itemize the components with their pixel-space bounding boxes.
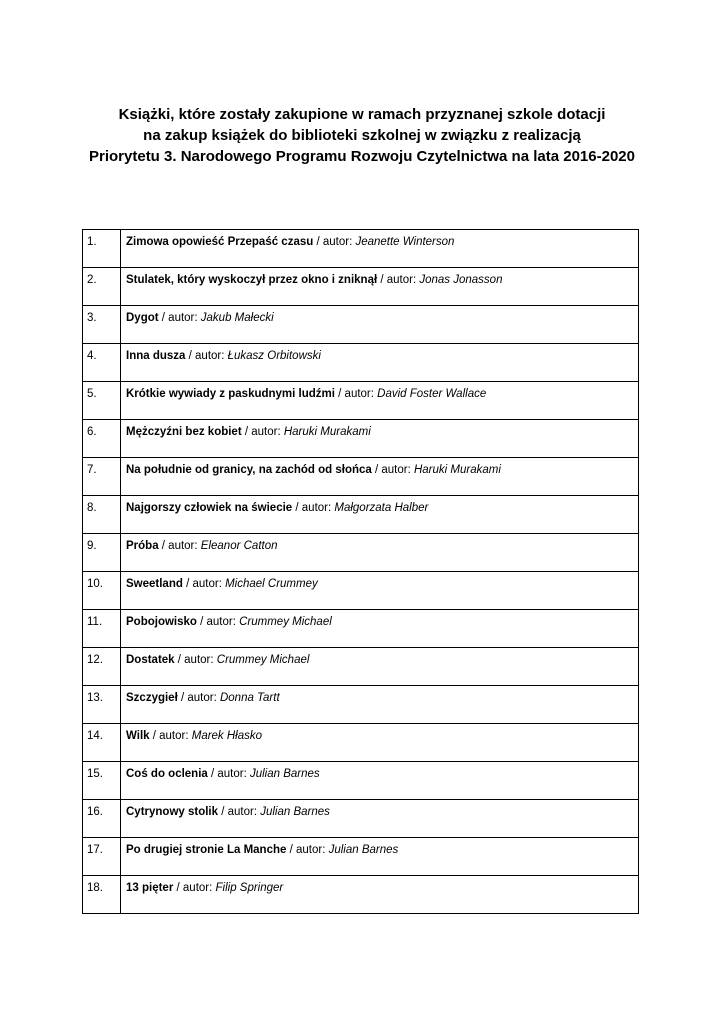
book-author: Eleanor Catton: [200, 540, 278, 552]
book-entry: [126, 686, 638, 705]
table-row: [83, 648, 639, 686]
table-row: [83, 268, 639, 306]
author-label: / autor:: [149, 730, 192, 742]
book-entry: [126, 610, 638, 629]
book-title: Sweetland: [126, 578, 183, 590]
book-title: Zimowa opowieść Przepaść czasu: [126, 236, 314, 248]
row-number-cell: [83, 420, 121, 458]
table-row: [83, 838, 639, 876]
table-row: [83, 876, 639, 914]
book-entry: [126, 496, 638, 515]
row-number-cell: [83, 838, 121, 876]
book-cell: [121, 648, 639, 686]
book-cell: [121, 610, 639, 648]
author-label: / autor:: [292, 502, 335, 514]
table-row: [83, 762, 639, 800]
book-author: Haruki Murakami: [413, 464, 501, 476]
title-line-3: Priorytetu 3. Narodowego Programu Rozwoju Czytelnictwa na lata 2016-2020: [89, 148, 635, 165]
book-title: Dygot: [126, 312, 159, 324]
author-label: / autor:: [182, 578, 226, 590]
row-number-cell: [83, 572, 121, 610]
book-cell: [121, 800, 639, 838]
row-number-cell: [83, 458, 121, 496]
book-entry: [126, 534, 638, 553]
row-number-cell: [83, 724, 121, 762]
row-number: 17.: [87, 844, 103, 856]
table-row: [83, 382, 639, 420]
books-table: [82, 229, 639, 914]
book-author: Filip Springer: [215, 882, 284, 894]
book-cell: [121, 268, 639, 306]
table-row: [83, 724, 639, 762]
book-author: Crummey Michael: [216, 654, 310, 666]
author-label: / autor:: [158, 540, 201, 552]
book-entry: [126, 230, 638, 249]
book-author: Julian Barnes: [260, 806, 330, 818]
book-cell: [121, 762, 639, 800]
book-title: Szczygieł: [126, 692, 178, 704]
book-title: Wilk: [126, 730, 150, 742]
row-number: 1.: [87, 236, 97, 248]
books-table-body: [83, 230, 639, 914]
table-row: [83, 420, 639, 458]
book-title: Próba: [126, 540, 159, 552]
row-number-cell: [83, 230, 121, 268]
book-entry: [126, 268, 638, 287]
book-author: Marek Hłasko: [191, 730, 263, 742]
book-title: Na południe od granicy, na zachód od słońca: [126, 464, 372, 476]
book-entry: [126, 344, 638, 363]
row-number: 11.: [87, 616, 103, 628]
book-author: Jakub Małecki: [200, 312, 274, 324]
row-number: 16.: [87, 806, 103, 818]
author-label: / autor:: [207, 768, 250, 780]
book-title: Cytrynowy stolik: [126, 806, 219, 818]
row-number: 5.: [87, 388, 97, 400]
book-cell: [121, 534, 639, 572]
book-entry: [126, 838, 638, 857]
row-number: 7.: [87, 464, 97, 476]
row-number-cell: [83, 686, 121, 724]
book-author: Haruki Murakami: [283, 426, 371, 438]
book-title: Mężczyźni bez kobiet: [126, 426, 242, 438]
book-cell: [121, 496, 639, 534]
book-author: Łukasz Orbitowski: [227, 350, 321, 362]
book-cell: [121, 230, 639, 268]
book-entry: [126, 876, 638, 895]
row-number: 6.: [87, 426, 97, 438]
title-line-1: Książki, które zostały zakupione w ramach przyznanej szkole dotacji: [118, 106, 606, 123]
book-cell: [121, 838, 639, 876]
book-author: Julian Barnes: [249, 768, 320, 780]
book-author: Jonas Jonasson: [419, 274, 503, 286]
book-cell: [121, 724, 639, 762]
book-cell: [121, 306, 639, 344]
row-number-cell: [83, 876, 121, 914]
row-number: 12.: [87, 654, 103, 666]
row-number: 10.: [87, 578, 103, 590]
table-row: [83, 306, 639, 344]
book-entry: [126, 572, 638, 591]
author-label: / autor:: [177, 692, 220, 704]
book-author: Julian Barnes: [328, 844, 399, 856]
author-label: / autor:: [185, 350, 228, 362]
table-row: [83, 800, 639, 838]
row-number-cell: [83, 800, 121, 838]
table-row: [83, 344, 639, 382]
book-title: Stulatek, który wyskoczył przez okno i zniknął: [126, 274, 378, 286]
book-title: 13 pięter: [126, 882, 174, 894]
row-number: 4.: [87, 350, 97, 362]
row-number: 2.: [87, 274, 97, 286]
book-cell: [121, 572, 639, 610]
row-number: 9.: [87, 540, 97, 552]
book-cell: [121, 420, 639, 458]
book-author: Crummey Michael: [239, 616, 332, 628]
book-entry: [126, 724, 638, 743]
row-number-cell: [83, 648, 121, 686]
author-label: / autor:: [158, 312, 201, 324]
book-author: Jeanette Winterson: [355, 236, 455, 248]
author-label: / autor:: [334, 388, 378, 400]
book-title: Po drugiej stronie La Manche: [126, 844, 287, 856]
author-label: / autor:: [173, 882, 216, 894]
book-cell: [121, 382, 639, 420]
table-row: [83, 534, 639, 572]
book-cell: [121, 344, 639, 382]
author-label: / autor:: [377, 274, 420, 286]
table-row: [83, 610, 639, 648]
row-number: 15.: [87, 768, 103, 780]
book-entry: [126, 762, 638, 781]
author-label: / autor:: [313, 236, 356, 248]
row-number-cell: [83, 610, 121, 648]
row-number: 3.: [87, 312, 97, 324]
book-entry: [126, 420, 638, 439]
table-row: [83, 572, 639, 610]
book-entry: [126, 382, 638, 401]
row-number-cell: [83, 344, 121, 382]
book-title: Inna dusza: [126, 350, 186, 362]
book-author: Małgorzata Halber: [334, 502, 429, 514]
book-title: Krótkie wywiady z paskudnymi ludźmi: [126, 388, 335, 400]
row-number-cell: [83, 268, 121, 306]
book-cell: [121, 876, 639, 914]
book-author: Donna Tartt: [219, 692, 280, 704]
book-entry: [126, 800, 638, 819]
book-title: Dostatek: [126, 654, 175, 666]
row-number-cell: [83, 534, 121, 572]
author-label: / autor:: [241, 426, 284, 438]
row-number: 8.: [87, 502, 97, 514]
row-number: 18.: [87, 882, 103, 894]
row-number: 14.: [87, 730, 103, 742]
row-number-cell: [83, 496, 121, 534]
book-author: David Foster Wallace: [377, 388, 487, 400]
author-label: / autor:: [371, 464, 414, 476]
book-cell: [121, 458, 639, 496]
author-label: / autor:: [174, 654, 217, 666]
table-row: [83, 686, 639, 724]
book-entry: [126, 458, 638, 477]
row-number-cell: [83, 382, 121, 420]
author-label: / autor:: [218, 806, 261, 818]
book-title: Pobojowisko: [126, 616, 197, 628]
book-entry: [126, 648, 638, 667]
title-line-2: na zakup książek do biblioteki szkolnej w związku z realizacją: [143, 127, 581, 144]
table-row: [83, 458, 639, 496]
book-cell: [121, 686, 639, 724]
book-title: Najgorszy człowiek na świecie: [126, 502, 293, 514]
author-label: / autor:: [196, 616, 240, 628]
table-row: [83, 230, 639, 268]
row-number-cell: [83, 306, 121, 344]
table-row: [83, 496, 639, 534]
author-label: / autor:: [286, 844, 329, 856]
document-title: [0, 104, 724, 167]
book-entry: [126, 306, 638, 325]
book-title: Coś do oclenia: [126, 768, 208, 780]
row-number: 13.: [87, 692, 103, 704]
book-author: Michael Crummey: [225, 578, 318, 590]
row-number-cell: [83, 762, 121, 800]
